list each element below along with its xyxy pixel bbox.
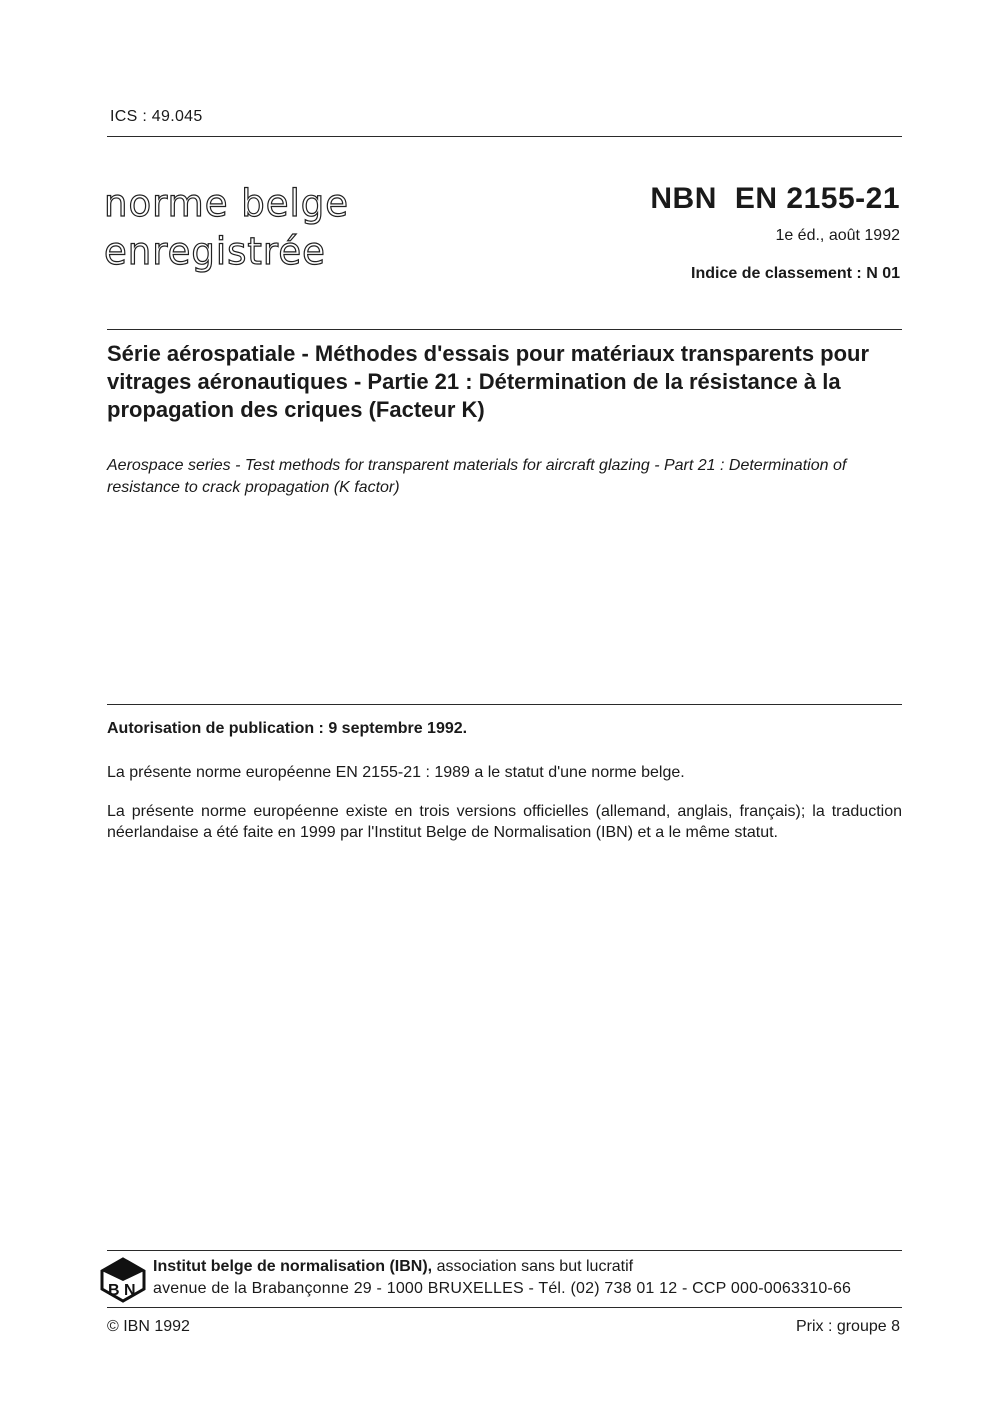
series-title-line2: enregistrée xyxy=(104,230,326,273)
institute-description: association sans but lucratif xyxy=(432,1258,634,1275)
copyright: © IBN 1992 xyxy=(107,1318,190,1335)
ics-code: ICS : 49.045 xyxy=(110,108,203,125)
status-paragraph: La présente norme européenne EN 2155-21 : 1989 a le statut d'une norme belge. xyxy=(107,764,685,781)
document-prefix: NBN xyxy=(650,182,717,215)
title-divider xyxy=(107,329,902,330)
svg-text:N: N xyxy=(124,1282,136,1299)
edition-date: 1e éd., août 1992 xyxy=(775,227,900,244)
english-title: Aerospace series - Test methods for transparent materials for aircraft glazing - Part 21 : Determination of resistance to crack propagation (K factor) xyxy=(107,457,847,496)
publication-authorization: Autorisation de publication : 9 septembre 1992. xyxy=(107,720,468,737)
ibn-logo-icon xyxy=(100,1257,146,1303)
french-title: Série aérospatiale - Méthodes d'essais pour matériaux transparents pour vitrages aéronautiques - Partie 21 : Détermination de la résistance à la propagation des criques (Facteur K) xyxy=(107,341,870,422)
classification-index: Indice de classement : N 01 xyxy=(691,265,900,282)
document-number xyxy=(650,182,900,216)
institute-address: avenue de la Brabançonne 29 - 1000 BRUXELLES - Tél. (02) 738 01 12 - CCP 000-0063310-66 xyxy=(153,1280,852,1297)
institute-name: Institut belge de normalisation (IBN), xyxy=(153,1258,433,1275)
top-divider xyxy=(107,136,902,137)
footer-divider xyxy=(107,1250,902,1251)
institute-line xyxy=(153,1256,633,1278)
series-title-line1: norme belge xyxy=(104,182,349,225)
bottom-divider xyxy=(107,1307,902,1308)
document-code: EN 2155-21 xyxy=(734,182,900,215)
price-group: Prix : groupe 8 xyxy=(795,1318,900,1335)
body-divider xyxy=(107,704,902,705)
series-title xyxy=(104,180,444,276)
svg-text:B: B xyxy=(108,1282,120,1299)
versions-paragraph: La présente norme européenne existe en trois versions officielles (allemand, anglais, français); la traduction néerlandaise a été faite en 1999 par l'Institut Belge de Normalisation (IBN) et a le même statut. xyxy=(107,803,902,841)
